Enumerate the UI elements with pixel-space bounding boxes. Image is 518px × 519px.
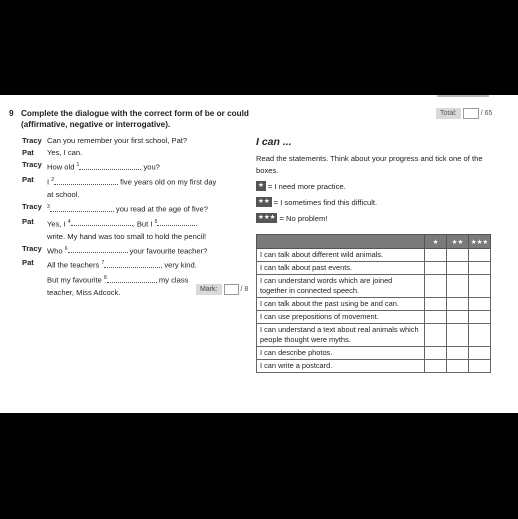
tick-box[interactable] xyxy=(469,347,491,360)
speaker-name: Pat xyxy=(22,216,34,226)
table-row xyxy=(257,311,491,324)
answer-blank[interactable] xyxy=(50,203,114,212)
tick-box[interactable] xyxy=(425,311,447,324)
dialogue-text xyxy=(47,231,252,243)
dialogue-segment: very kind. xyxy=(162,261,197,271)
legend-item xyxy=(256,181,346,191)
dialogue-segment: teacher, Miss Adcock. xyxy=(47,287,121,297)
legend-text: = I sometimes find this difficult. xyxy=(273,197,378,207)
gap-number: 5 xyxy=(154,218,158,225)
dialogue-line xyxy=(22,189,252,201)
dialogue-segment: Can you remember your first school, Pat? xyxy=(47,136,188,145)
tick-box[interactable] xyxy=(469,324,491,347)
table-row xyxy=(257,262,491,275)
tick-box[interactable] xyxy=(469,249,491,262)
gap-number: 7 xyxy=(101,260,105,267)
tick-box[interactable] xyxy=(425,347,447,360)
dialogue-text xyxy=(47,257,252,272)
answer-blank[interactable] xyxy=(104,259,162,268)
tick-box[interactable] xyxy=(469,275,491,298)
gap-number: 1 xyxy=(76,162,80,169)
speaker-name: Pat xyxy=(22,258,34,268)
speaker-name: Tracy xyxy=(22,202,42,212)
answer-blank[interactable] xyxy=(107,274,157,283)
total-max: / 65 xyxy=(480,110,493,117)
legend-item xyxy=(256,213,327,223)
dialogue-segment: your favourite teacher? xyxy=(127,246,208,256)
speaker-name xyxy=(22,287,47,299)
dialogue-segment: you? xyxy=(141,162,160,172)
legend-item xyxy=(256,197,377,207)
dialogue-line xyxy=(22,216,252,231)
dialogue-text xyxy=(47,159,252,174)
statement-column-header xyxy=(257,235,425,249)
legend-text: = I need more practice. xyxy=(267,181,346,191)
dialogue-segment: my class xyxy=(156,275,189,285)
dialogue-segment: you read at the age of five? xyxy=(113,204,208,214)
star-icon: ★★★ xyxy=(258,214,276,221)
dialogue-segment: But my favourite xyxy=(47,275,104,285)
tick-box[interactable] xyxy=(447,347,469,360)
table-row xyxy=(257,324,491,347)
dialogue-text xyxy=(47,174,252,189)
speaker-name: Pat xyxy=(22,148,34,158)
speaker-name xyxy=(22,189,47,201)
column-header-one-star: ★ xyxy=(425,235,447,249)
tick-box[interactable] xyxy=(447,298,469,311)
dialogue-segment: How old xyxy=(47,162,77,172)
dialogue-text xyxy=(47,201,252,216)
dialogue-line xyxy=(22,147,252,159)
statement-cell: I can talk about past events. xyxy=(257,262,425,275)
tick-box[interactable] xyxy=(447,360,469,373)
tick-box[interactable] xyxy=(447,311,469,324)
statement-cell: I can talk about different wild animals. xyxy=(257,249,425,262)
dialogue-line xyxy=(22,257,252,272)
answer-blank[interactable] xyxy=(54,176,118,185)
gap-number: 8 xyxy=(103,275,107,282)
dialogue-segment: All the teachers xyxy=(47,261,102,271)
statement-cell: I can write a postcard. xyxy=(257,360,425,373)
table-row xyxy=(257,275,491,298)
tick-box[interactable] xyxy=(447,324,469,347)
dialogue-segment: Yes, I xyxy=(47,219,68,229)
answer-blank[interactable] xyxy=(68,244,128,253)
legend-text: = No problem! xyxy=(279,213,328,223)
dialogue-line xyxy=(22,231,252,243)
mark-label: Mark: xyxy=(196,284,222,295)
answer-blank[interactable] xyxy=(71,217,133,226)
answer-blank[interactable] xyxy=(154,217,197,226)
tick-box[interactable] xyxy=(469,311,491,324)
tick-box[interactable] xyxy=(447,262,469,275)
exercise-instruction: Complete the dialogue with the correct form of be or could (affirmative, negative or interrogative). xyxy=(21,109,249,129)
tick-box[interactable] xyxy=(469,298,491,311)
dialogue-line xyxy=(22,174,252,189)
statement-cell: I can understand words which are joined together in connected speech. xyxy=(257,275,425,298)
dialogue-line xyxy=(22,201,252,216)
tick-box[interactable] xyxy=(469,360,491,373)
dialogue-text xyxy=(47,147,252,159)
dialogue-segment: . But I xyxy=(132,219,155,229)
exercise-number: 9 xyxy=(9,109,14,118)
tick-box[interactable] xyxy=(469,262,491,275)
speaker-name: Tracy xyxy=(22,160,42,170)
top-rule xyxy=(437,95,489,97)
dialogue xyxy=(22,135,252,299)
dialogue-segment: write. My hand was too small to hold the pencil! xyxy=(47,231,207,241)
table-row xyxy=(257,347,491,360)
column-header-two-stars: ★★ xyxy=(447,235,469,249)
speaker-name: Tracy xyxy=(22,243,42,253)
dialogue-segment: Yes, I can. xyxy=(47,148,83,158)
gap-number: 3 xyxy=(47,204,50,211)
speaker-name xyxy=(22,272,47,287)
dialogue-segment: I xyxy=(47,177,52,187)
total-score xyxy=(436,108,492,119)
dialogue-segment: at school. xyxy=(47,189,80,199)
mark-input-box[interactable] xyxy=(224,284,239,295)
table-row xyxy=(257,360,491,373)
column-header-three-stars: ★★★ xyxy=(469,235,491,249)
dialogue-text xyxy=(47,216,252,231)
statement-cell: I can talk about the past using be and can. xyxy=(257,298,425,311)
tick-box[interactable] xyxy=(425,262,447,275)
table-row xyxy=(257,249,491,262)
statement-cell: I can use prepositions of movement. xyxy=(257,311,425,324)
star-icon: ★ xyxy=(258,182,264,189)
dialogue-segment: five years old on my first day xyxy=(118,177,217,187)
table-row xyxy=(257,298,491,311)
dialogue-segment: Who xyxy=(47,246,65,256)
total-label: Total: xyxy=(436,108,461,119)
tick-box[interactable] xyxy=(425,324,447,347)
statement-cell: I can understand a text about real animals which people thought were myths. xyxy=(257,324,425,347)
dialogue-line xyxy=(22,135,252,147)
tick-box[interactable] xyxy=(425,249,447,262)
gap-number: 2 xyxy=(51,177,55,184)
dialogue-line xyxy=(22,159,252,174)
statement-cell: I can describe photos. xyxy=(257,347,425,360)
self-assessment-table xyxy=(256,234,491,373)
dialogue-text xyxy=(47,135,252,147)
total-input-box[interactable] xyxy=(463,108,479,119)
tick-box[interactable] xyxy=(425,360,447,373)
gap-number: 4 xyxy=(67,218,71,225)
exercise-heading xyxy=(9,108,249,130)
gap-number: 6 xyxy=(64,245,68,252)
tick-box[interactable] xyxy=(425,275,447,298)
dialogue-line xyxy=(22,243,252,258)
speaker-name xyxy=(22,231,47,243)
worksheet-page xyxy=(0,95,518,413)
tick-box[interactable] xyxy=(447,249,469,262)
ican-intro: Read the statements. Think about your progress and tick one of the boxes. xyxy=(256,154,483,175)
answer-blank[interactable] xyxy=(76,161,141,170)
speaker-name: Tracy xyxy=(22,136,42,145)
mark-max: / 8 xyxy=(240,286,249,293)
ican-title: I can ... xyxy=(256,136,292,148)
speaker-name: Pat xyxy=(22,175,34,185)
tick-box[interactable] xyxy=(447,275,469,298)
star-icon: ★★ xyxy=(258,198,270,205)
dialogue-text xyxy=(47,243,252,258)
table-header-row xyxy=(257,235,491,249)
dialogue-text xyxy=(47,189,252,201)
tick-box[interactable] xyxy=(425,298,447,311)
exercise-mark xyxy=(196,284,248,295)
